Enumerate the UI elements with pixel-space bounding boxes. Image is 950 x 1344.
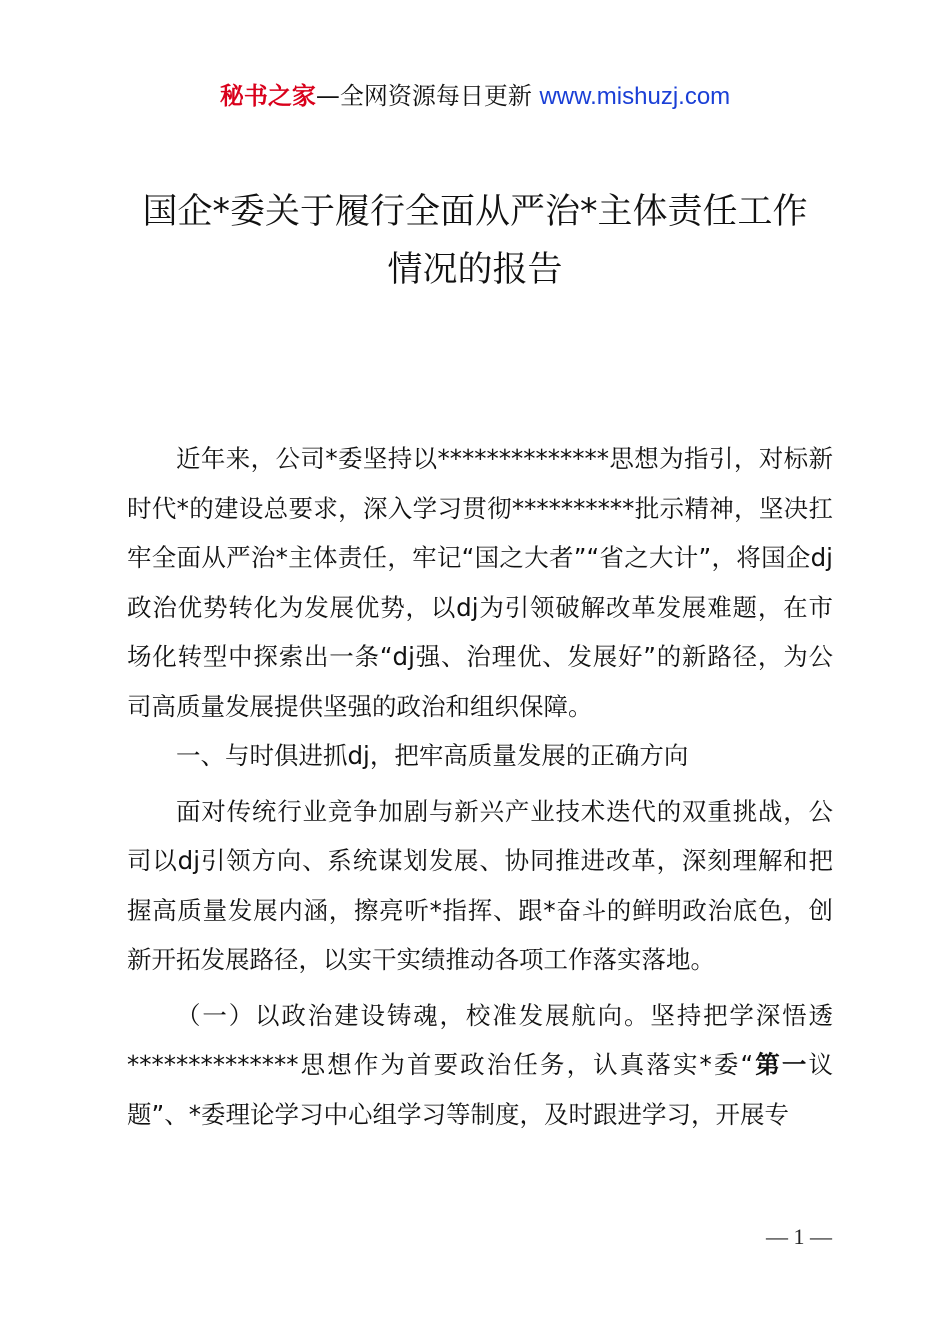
- document-title: [0, 183, 950, 299]
- paragraph-subsection-1: [127, 991, 833, 1140]
- site-header: [0, 80, 950, 113]
- subsection-text-part-2: 议题”、*委理论学习中心组学习等制度，及时跟进学习，开展专: [127, 1050, 833, 1129]
- header-slogan: —全网资源每日更新: [315, 82, 540, 110]
- paragraph-intro: 近年来，公司*委坚持以**************思想为指引，对标新时代*的建设总要求，深入学习贯彻**********批示精神，坚决扛牢全面从严治*主体责任，牢记“国之大者”“省之大计”，将国企dj政治优势转化为发展优势，以dj为引领破解改革发展难题，在市场化转型中探索出一条“dj强、治理优、发展好”的新路径，为公司高质量发展提供坚强的政治和组织保障。: [127, 444, 833, 721]
- brand-name: 秘书之家: [219, 82, 316, 110]
- title-line-2: 情况的报告: [387, 250, 563, 290]
- subsection-text-bold: 第一: [753, 1050, 809, 1079]
- section-heading-1: 一、与时俱进抓dj，把牢高质量发展的正确方向: [176, 741, 689, 770]
- paragraph-section-1: 面对传统行业竞争加剧与新兴产业技术迭代的双重挑战，公司以dj引领方向、系统谋划发展、协同推进改革，深刻理解和把握高质量发展内涵，擦亮听*指挥、跟*奋斗的鲜明政治底色，创新开拓发展路径，以实干实绩推动各项工作落实落地。: [127, 796, 833, 974]
- page-number: — 1 —: [766, 1224, 832, 1249]
- title-line-1: 国企*委关于履行全面从严治*主体责任工作: [142, 192, 808, 232]
- site-url[interactable]: www.mishuzj.com: [539, 83, 731, 110]
- subsection-text-part-1: （一）以政治建设铸魂，校准发展航向。坚持把学深悟透**************思想作为首要政治任务，认真落实*委“: [127, 1000, 833, 1079]
- document-body: [127, 434, 833, 1139]
